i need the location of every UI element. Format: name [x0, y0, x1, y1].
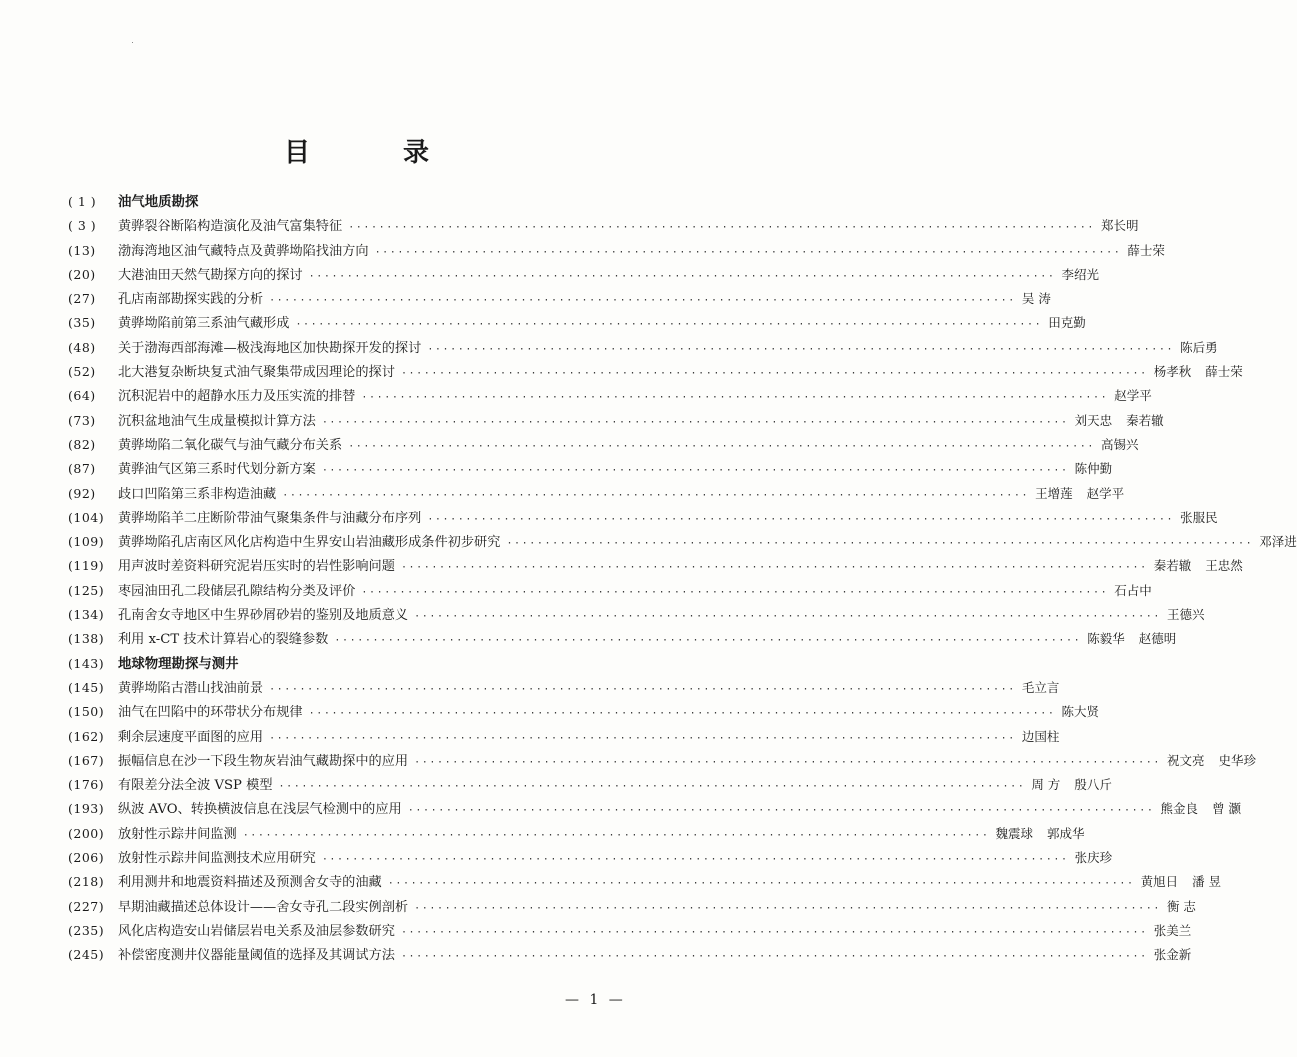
author-name: 祝文亮	[1166, 752, 1205, 768]
leader-dots: ··································································································	[414, 611, 1161, 623]
authors	[1180, 506, 1218, 530]
authors	[1031, 773, 1112, 797]
toc-page-number: (206)	[68, 850, 105, 866]
authors	[1167, 895, 1196, 919]
toc-entry[interactable]	[68, 530, 1297, 554]
article-title: 剩余层速度平面图的应用	[118, 729, 264, 745]
author-name: 史华珍	[1218, 752, 1256, 768]
toc-section-heading[interactable]	[68, 190, 634, 214]
author-name: 赵德明	[1138, 631, 1177, 647]
toc-page-number: (104)	[68, 509, 105, 525]
author-name: 黄旭日	[1140, 874, 1179, 890]
article-title: 北大港复杂断块复式油气聚集带成因理论的探讨	[118, 365, 395, 381]
toc-entry[interactable]	[68, 870, 1222, 894]
author-name: 郭成华	[1047, 825, 1085, 841]
toc-entry[interactable]	[68, 263, 1099, 287]
authors	[1141, 870, 1222, 894]
toc-entry[interactable]	[68, 846, 1113, 870]
author-name: 陈毅华	[1087, 631, 1125, 647]
toc-entry[interactable]	[68, 943, 1192, 967]
leader-dots: ··································································································	[269, 295, 1016, 307]
author-name: 王忠然	[1205, 558, 1243, 574]
toc-entry[interactable]	[68, 384, 1152, 408]
leader-dots: ··································································································	[321, 465, 1069, 477]
toc-page-number: ( 1 )	[68, 194, 97, 209]
author-name: 陈后勇	[1180, 339, 1218, 355]
leader-dots: ··································································································	[506, 538, 1254, 550]
toc-entry[interactable]	[68, 360, 1243, 384]
toc-page-number: (218)	[68, 874, 105, 890]
article-title: 黄骅坳陷孔店南区风化店构造中生界安山岩油藏形成条件初步研究	[118, 535, 501, 551]
article-title: 补偿密度测井仪器能量阈值的选择及其调试方法	[118, 948, 395, 964]
leader-dots: ··································································································	[400, 562, 1148, 574]
toc-page-number: (13)	[68, 242, 96, 258]
toc-page-number: (193)	[68, 801, 105, 817]
toc-entry[interactable]	[68, 433, 1139, 457]
article-title: 沉积泥岩中的超静水压力及压实流的排替	[118, 389, 356, 405]
authors	[1022, 676, 1060, 700]
authors	[1180, 336, 1218, 360]
toc-page-number: (48)	[68, 339, 96, 355]
article-title: 纵波 AVO、转换横波信息在浅层气检测中的应用	[118, 802, 402, 818]
author-name: 王增莲	[1035, 485, 1073, 501]
leader-dots: ··································································································	[400, 368, 1148, 380]
leader-dots: ··································································································	[348, 440, 1095, 452]
toc-entry[interactable]	[68, 700, 1099, 724]
table-of-contents	[68, 190, 1297, 968]
leader-dots: ··································································································	[269, 732, 1016, 744]
toc-entry[interactable]	[68, 627, 1177, 651]
toc-entry[interactable]	[68, 214, 1139, 238]
article-title: 有限差分法全波 VSP 模型	[118, 778, 273, 794]
authors	[1022, 287, 1051, 311]
toc-entry[interactable]	[68, 895, 1196, 919]
author-name: 熊金良	[1160, 801, 1199, 817]
author-name: 张美兰	[1153, 922, 1192, 938]
authors	[1101, 214, 1139, 238]
author-name: 张庆珍	[1074, 850, 1113, 866]
article-title: 渤海湾地区油气藏特点及黄骅坳陷找油方向	[118, 243, 369, 259]
toc-page-number: (134)	[68, 607, 105, 623]
author-name: 邓泽进	[1259, 534, 1297, 550]
authors	[1114, 384, 1152, 408]
article-title: 黄骅裂谷断陷构造演化及油气富集特征	[118, 219, 343, 235]
article-title: 黄骅坳陷前第三系油气藏形成	[118, 316, 290, 332]
authors	[1101, 433, 1139, 457]
page-number: — 1 —	[565, 992, 626, 1008]
author-name: 张服民	[1180, 509, 1218, 525]
leader-dots: ··································································································	[414, 902, 1161, 914]
leader-dots: ··································································································	[400, 951, 1148, 963]
article-title: 利用 x-CT 技术计算岩心的裂缝参数	[118, 632, 329, 648]
section-title: 地球物理勘探与测井	[118, 656, 239, 672]
author-name: 魏震球	[995, 825, 1034, 841]
leader-dots: ··································································································	[334, 635, 1082, 647]
authors	[1022, 725, 1060, 749]
author-name: 潘 昱	[1192, 874, 1222, 890]
toc-page-number: (87)	[68, 461, 96, 477]
article-title: 歧口凹陷第三系非构造油藏	[118, 486, 277, 502]
authors	[1061, 700, 1099, 724]
toc-entry[interactable]	[68, 579, 1152, 603]
article-title: 关于渤海西部海滩—极浅海地区加快勘探开发的探讨	[118, 340, 422, 356]
article-title: 黄骅油气区第三系时代划分新方案	[118, 462, 316, 478]
toc-page-number: (119)	[68, 558, 105, 574]
article-title: 风化店构造安山岩储层岩电关系及油层参数研究	[118, 923, 395, 939]
authors	[1114, 579, 1152, 603]
authors	[1075, 846, 1113, 870]
authors	[1167, 749, 1256, 773]
author-name: 刘天忠	[1074, 412, 1113, 428]
author-name: 周 方	[1031, 777, 1061, 793]
toc-entry[interactable]	[68, 822, 1085, 846]
toc-entry[interactable]	[68, 409, 1164, 433]
toc-page-number: (162)	[68, 728, 105, 744]
article-title: 黄骅坳陷二氧化碳气与油气藏分布关系	[118, 437, 343, 453]
toc-entry[interactable]	[68, 749, 1256, 773]
authors	[1154, 360, 1243, 384]
toc-page-number: (64)	[68, 388, 96, 404]
article-title: 放射性示踪井间监测	[118, 826, 237, 842]
toc-entry[interactable]	[68, 676, 1060, 700]
toc-page-number: (52)	[68, 364, 96, 380]
leader-dots: ··································································································	[242, 829, 990, 841]
toc-page-number: (109)	[68, 534, 105, 550]
author-name: 赵学平	[1086, 485, 1125, 501]
toc-page-number: (92)	[68, 485, 96, 501]
leader-dots: ··································································································	[308, 708, 1056, 720]
toc-entry[interactable]	[68, 336, 1218, 360]
toc-entry[interactable]	[68, 554, 1243, 578]
authors	[996, 822, 1085, 846]
author-name: 陈大贤	[1061, 704, 1099, 720]
leader-dots: ··································································································	[282, 489, 1030, 501]
article-title: 孔店南部勘探实践的分析	[118, 292, 264, 308]
author-name: 张金新	[1153, 947, 1192, 963]
toc-page-number: (227)	[68, 898, 105, 914]
article-title: 放射性示踪井间监测技术应用研究	[118, 851, 316, 867]
toc-page-number: (200)	[68, 825, 105, 841]
section-title: 油气地质勘探	[118, 195, 199, 210]
author-name: 赵学平	[1114, 388, 1152, 404]
author-name: 石占中	[1114, 582, 1152, 598]
leader-dots: ··································································································	[361, 392, 1109, 404]
toc-entry[interactable]	[68, 287, 1051, 311]
author-name: 毛立言	[1021, 679, 1060, 695]
authors	[1167, 603, 1205, 627]
page-title: 目 录	[283, 138, 472, 168]
toc-entry[interactable]	[68, 482, 1125, 506]
author-name: 殷八斤	[1074, 777, 1112, 793]
author-name: 陈仲勤	[1074, 461, 1113, 477]
toc-page-number: (235)	[68, 922, 105, 938]
toc-entry[interactable]	[68, 919, 1192, 943]
leader-dots: ··································································································	[348, 222, 1095, 234]
toc-entry[interactable]	[68, 457, 1113, 481]
toc-page-number: (35)	[68, 315, 96, 331]
author-name: 薛士荣	[1205, 364, 1243, 380]
author-name: 曾 灏	[1212, 801, 1242, 817]
article-title: 黄骅坳陷古潜山找油前景	[118, 680, 264, 696]
toc-section-heading[interactable]	[68, 652, 634, 676]
author-name: 李绍光	[1061, 266, 1099, 282]
author-name: 王德兴	[1166, 607, 1205, 623]
author-name: 杨孝秋	[1153, 364, 1192, 380]
toc-page-number: (125)	[68, 582, 105, 598]
author-name: 田克勤	[1048, 315, 1086, 331]
article-title: 早期油藏描述总体设计——舍女寺孔二段实例剖析	[118, 899, 409, 915]
authors	[1127, 239, 1165, 263]
authors	[1048, 311, 1086, 335]
toc-page-number: (138)	[68, 631, 105, 647]
leader-dots: ··································································································	[295, 319, 1043, 331]
leader-dots: ··································································································	[427, 343, 1175, 355]
author-name: 薛士荣	[1127, 242, 1165, 258]
toc-page-number: (27)	[68, 291, 96, 307]
authors	[1154, 943, 1192, 967]
leader-dots: ··································································································	[374, 246, 1122, 258]
leader-dots: ··································································································	[269, 683, 1016, 695]
article-title: 振幅信息在沙一下段生物灰岩油气藏勘探中的应用	[118, 753, 409, 769]
authors	[1154, 919, 1192, 943]
scan-speck	[132, 42, 133, 43]
toc-entry[interactable]	[68, 773, 1112, 797]
article-title: 沉积盆地油气生成量模拟计算方法	[118, 413, 316, 429]
toc-entry[interactable]	[68, 725, 1060, 749]
author-name: 秦若辙	[1126, 412, 1164, 428]
leader-dots: ··································································································	[387, 878, 1135, 890]
article-title: 枣园油田孔二段储层孔隙结构分类及评价	[118, 583, 356, 599]
toc-entry[interactable]	[68, 311, 1086, 335]
article-title: 孔南舍女寺地区中生界砂屑砂岩的鉴别及地质意义	[118, 608, 409, 624]
toc-page-number: (73)	[68, 412, 96, 428]
article-title: 大港油田天然气勘探方向的探讨	[118, 267, 303, 283]
toc-entry[interactable]	[68, 506, 1218, 530]
author-name: 边国柱	[1021, 728, 1060, 744]
authors	[1061, 263, 1099, 287]
toc-page-number: (167)	[68, 752, 105, 768]
author-name: 郑长明	[1101, 218, 1139, 234]
author-name: 高锡兴	[1101, 436, 1139, 452]
article-title: 油气在凹陷中的环带状分布规律	[118, 705, 303, 721]
toc-entry[interactable]	[68, 239, 1165, 263]
leader-dots: ··································································································	[427, 513, 1175, 525]
authors	[1035, 482, 1124, 506]
toc-page-number: (245)	[68, 947, 105, 963]
toc-page-number: (176)	[68, 777, 105, 793]
toc-page-number: (143)	[68, 655, 105, 671]
leader-dots: ··································································································	[321, 416, 1069, 428]
toc-page-number: (145)	[68, 679, 105, 695]
leader-dots: ··································································································	[407, 805, 1155, 817]
author-name: 衡 志	[1166, 898, 1196, 914]
toc-page-number: ( 3 )	[68, 218, 97, 234]
article-title: 利用测井和地震资料描述及预测舍女寺的油藏	[118, 875, 382, 891]
authors	[1161, 797, 1242, 821]
toc-page-number: (150)	[68, 704, 105, 720]
leader-dots: ··································································································	[278, 781, 1026, 793]
authors	[1087, 627, 1176, 651]
leader-dots: ··································································································	[400, 926, 1148, 938]
leader-dots: ··································································································	[321, 854, 1069, 866]
toc-page-number: (82)	[68, 436, 96, 452]
authors	[1075, 409, 1164, 433]
article-title: 用声波时差资料研究泥岩压实时的岩性影响问题	[118, 559, 395, 575]
toc-page-number: (20)	[68, 266, 96, 282]
author-name: 秦若辙	[1153, 558, 1192, 574]
article-title: 黄骅坳陷羊二庄断阶带油气聚集条件与油藏分布序列	[118, 510, 422, 526]
leader-dots: ··································································································	[308, 270, 1056, 282]
authors	[1154, 554, 1243, 578]
toc-entry[interactable]	[68, 797, 1242, 821]
leader-dots: ··································································································	[414, 756, 1161, 768]
authors	[1075, 457, 1113, 481]
author-name: 吴 涛	[1021, 291, 1051, 307]
authors	[1259, 530, 1297, 554]
leader-dots: ··································································································	[361, 586, 1109, 598]
toc-entry[interactable]	[68, 603, 1205, 627]
